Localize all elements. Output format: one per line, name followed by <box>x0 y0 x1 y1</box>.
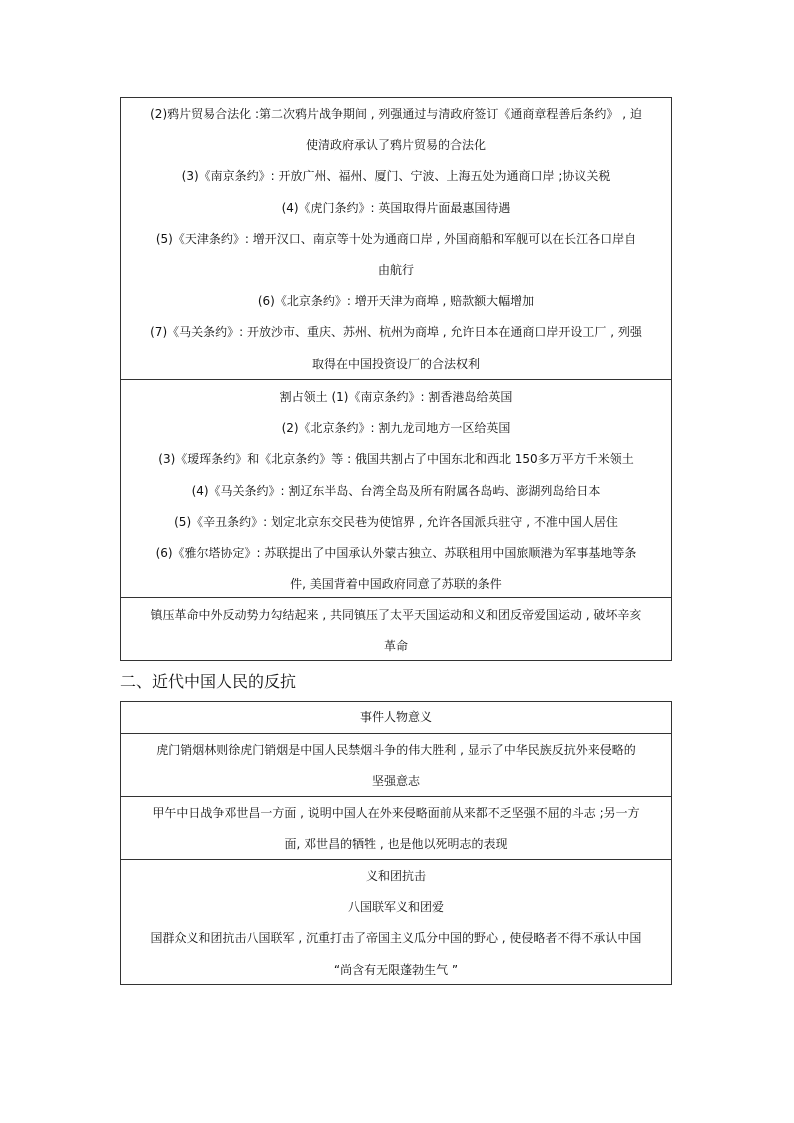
text-line: (7)《马关条约》: 开放沙市、重庆、苏州、杭州为商埠 , 允许日本在通商口岸开设工厂 , 列强 <box>150 325 642 340</box>
text-line: (4)《马关条约》: 割辽东半岛、台湾全岛及所有附属各岛屿、澎湖列岛给日本 <box>191 483 601 498</box>
suppress-revolution-cell <box>121 597 671 660</box>
section-heading: 二、近代中国人民的反抗 <box>120 672 297 691</box>
boxer-cell <box>121 859 671 984</box>
text-line: 革命 <box>383 639 408 654</box>
text-line: 虎门销烟林则徐虎门销烟是中国人民禁烟斗争的伟大胜利 , 显示了中华民族反抗外来侵略的 <box>156 743 636 757</box>
text-line: 义和团抗击 <box>365 869 426 883</box>
text-line: 镇压革命中外反动势力勾结起来 , 共同镇压了太平天国运动和义和团反帝爱国运动 , 破坏辛亥 <box>150 608 642 622</box>
text-line: 甲午中日战争邓世昌一方面 , 说明中国人在外来侵略面前从来都不乏坚强不屈的斗志 ;另一方 <box>152 806 640 820</box>
text-line: (2)《北京条约》: 割九龙司地方一区给英国 <box>281 421 511 436</box>
territory-cell <box>121 379 671 597</box>
text-line: 八国联军义和团爱 <box>347 900 444 915</box>
text-line: 使清政府承认了鸦片贸易的合法化 <box>305 138 486 153</box>
text-line: 割占领土 (1)《南京条约》: 割香港岛给英国 <box>279 390 513 404</box>
header-text: 事件人物意义 <box>359 710 432 724</box>
text-line: (6)《雅尔塔协定》: 苏联提出了中国承认外蒙古独立、苏联租用中国旅顺港为军事基地等条 <box>155 545 637 560</box>
text-line: 件, 美国背着中国政府同意了苏联的条件 <box>290 577 502 592</box>
text-line: “尚含有无限蓬勃生气 ” <box>333 962 459 977</box>
text-line: (5)《天津条约》: 增开汉口、南京等十处为通商口岸 , 外国商船和军舰可以在长江各口岸自 <box>155 231 637 246</box>
text-line: (6)《北京条约》: 增开天津为商埠 , 赔款额大幅增加 <box>257 294 535 309</box>
sino-japanese-war-cell <box>121 796 671 859</box>
text-line: 取得在中国投资设厂的合法权利 <box>311 356 480 371</box>
text-line: 国群众义和团抗击八国联军 , 沉重打击了帝国主义瓜分中国的野心 , 使侵略者不得不承认中国 <box>150 931 642 946</box>
table-header-cell <box>121 702 671 733</box>
text-line: 坚强意志 <box>371 774 420 789</box>
text-line: (3)《南京条约》: 开放广州、福州、厦门、宁波、上海五处为通商口岸 ;协议关税 <box>181 169 611 184</box>
text-line: 由航行 <box>377 262 414 277</box>
text-line: (5)《辛丑条约》: 划定北京东交民巷为使馆界 , 允许各国派兵驻守 , 不准中国人居住 <box>174 514 618 529</box>
treaties-table <box>120 97 672 661</box>
humen-cell <box>121 733 671 796</box>
text-line: (4)《虎门条约》: 英国取得片面最惠国待遇 <box>281 200 511 215</box>
text-line: (3)《瑷珲条约》和《北京条约》等 : 俄国共割占了中国东北和西北 150多万平方千米领土 <box>158 452 634 467</box>
text-line: 面, 邓世昌的牺牲 , 也是他以死明志的表现 <box>284 837 508 852</box>
resistance-table <box>120 701 672 985</box>
text-line: (2)鸦片贸易合法化 :第二次鸦片战争期间 , 列强通过与清政府签订《通商章程善后条约》 , 迫 <box>150 107 642 121</box>
trade-ports-cell <box>121 98 671 379</box>
